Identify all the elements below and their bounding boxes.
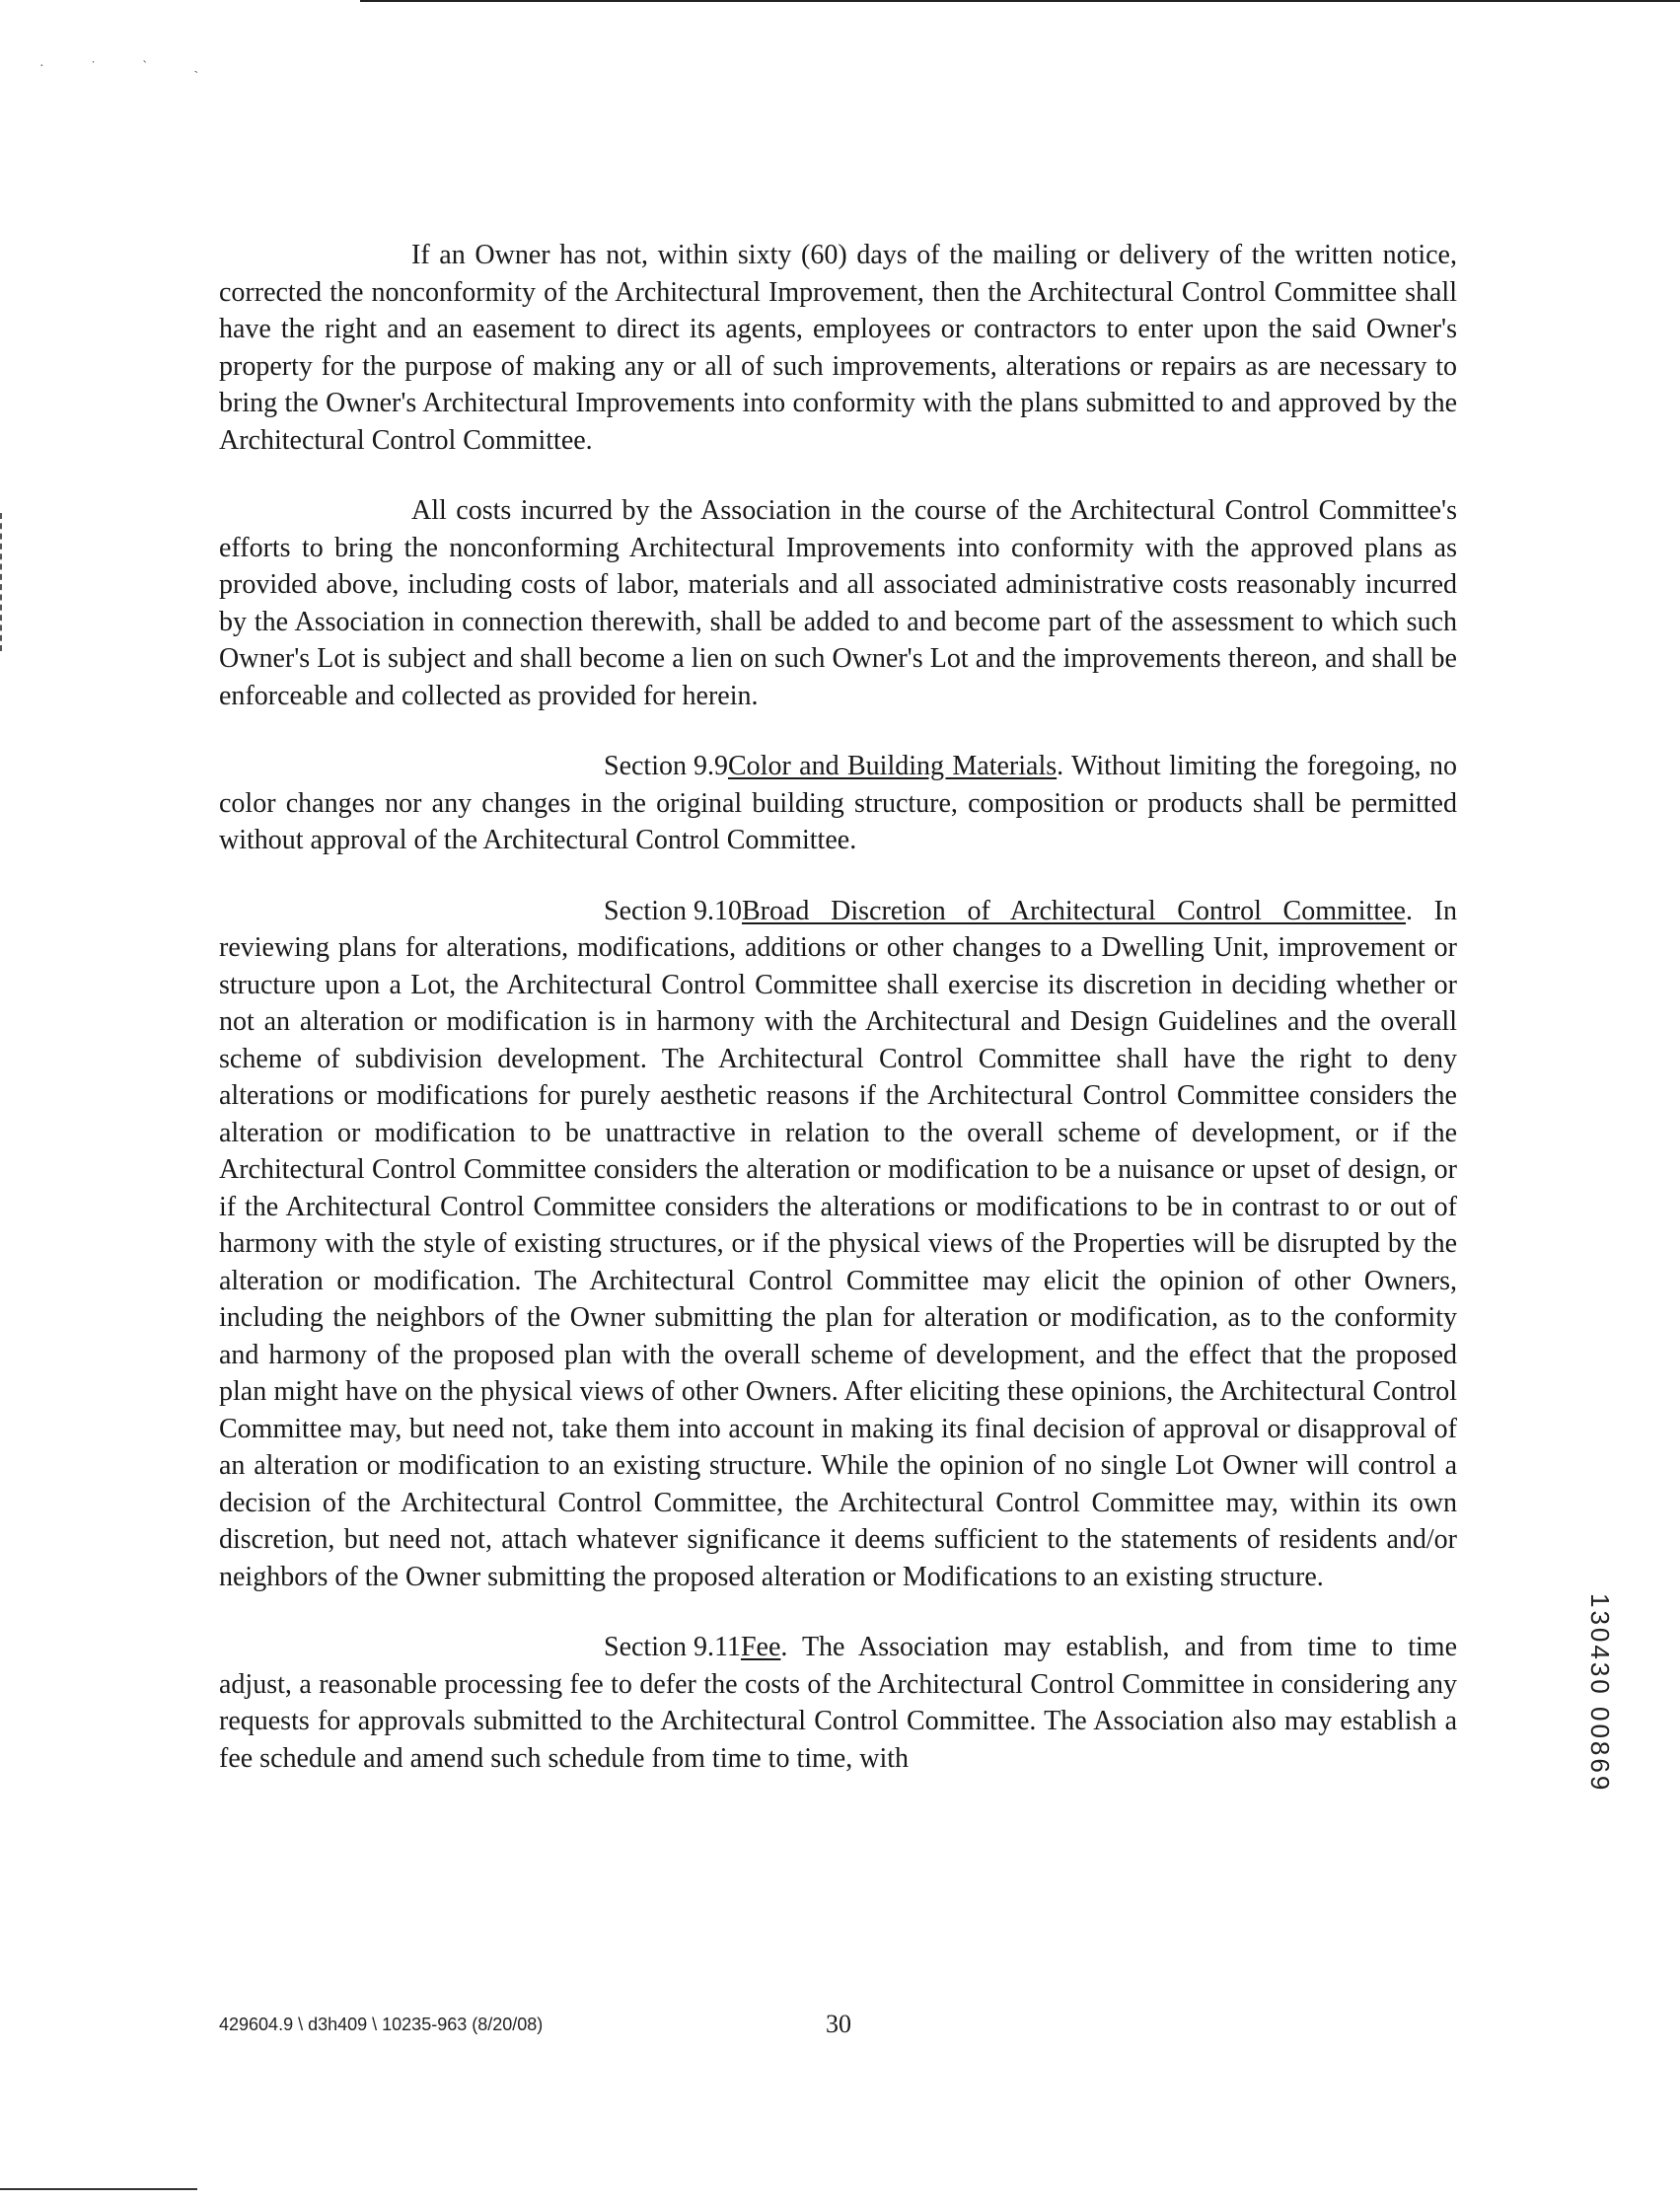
section-9-11-heading: Fee: [740, 1632, 781, 1662]
section-9-10-body: . In reviewing plans for alterations, modifications, additions or other changes to a Dwelling Unit, improvement or structure upon a Lot, the Architectural Control Committee shall exercise its discretion in deciding whether or not an alteration or modification is in harmony with the Architectural and Design Guidelines and the overall scheme of subdivision development. The Architectural Control Committee shall have the right to deny alterations or modifications for purely aesthetic reasons if the Architectural Control Committee considers the alteration or modification to be unattractive in relation to the overall scheme of development, or if the Architectural Control Committee considers the alteration or modification to be a nuisance or upset of design, or if the Architectural Control Committee considers the alterations or modifications to be in contrast to or out of harmony with the style of existing structures, or if the physical views of the Properties will be disrupted by the alteration or modification. The Architectural Control Committee may elicit the opinion of other Owners, including the neighbors of the Owner submitting the plan for alteration or modification, as to the conformity and harmony of the proposed plan with the overall scheme of development, and the effect that the proposed plan might have on the physical views of other Owners. After eliciting these opinions, the Architectural Control Committee may, but need not, take them into account in making its final decision of approval or disapproval of an alteration or modification to an existing structure. While the opinion of no single Lot Owner will control a decision of the Architectural Control Committee, the Architectural Control Committee may, within its own discretion, but need not, attach whatever significance it deems sufficient to the statements of residents and/or neighbors of the Owner submitting the proposed alteration or Modifications to an existing structure.: [219, 895, 1457, 1592]
section-9-11-label: Section 9.11: [604, 1632, 741, 1662]
scan-bottom-edge: [0, 2188, 197, 2190]
section-9-10-label: Section 9.10: [604, 895, 742, 926]
section-9-11: [219, 1629, 1457, 1777]
page-number: 30: [826, 2010, 851, 2038]
scan-specks: · ˙ ˋ ˏ: [39, 59, 221, 74]
scan-binding-marks: [0, 513, 5, 651]
section-9-9-label: Section 9.9: [604, 751, 728, 781]
paragraph-costs-incurred: All costs incurred by the Association in the course of the Architectural Control Committee's efforts to bring the nonconforming Architectural Improvements into conformity with the approved plans as provided above, including costs of labor, materials and all associated administrative costs reasonably incurred by the Association in connection therewith, shall be added to and become part of the assessment to which such Owner's Lot is subject and shall become a lien on such Owner's Lot and the improvements thereon, and shall be enforceable and collected as provided for herein.: [219, 495, 1457, 711]
recording-stamp: 130430 00869: [1585, 1593, 1615, 1794]
paragraph-nonconformity-correction: If an Owner has not, within sixty (60) days of the mailing or delivery of the written notice, corrected the nonconformity of the Architectural Improvement, then the Architectural Control Committee shall have the right and an easement to direct its agents, employees or contractors to enter upon the said Owner's property for the purpose of making any or all of such improvements, alterations or repairs as are necessary to bring the Owner's Architectural Improvements into conformity with the plans submitted to and approved by the Architectural Control Committee.: [219, 240, 1457, 456]
document-body: [219, 237, 1457, 1810]
footer-document-reference: 429604.9 \ d3h409 \ 10235-963 (8/20/08): [219, 2015, 544, 2034]
section-9-9: [219, 748, 1457, 859]
section-9-9-body: . Without limiting the foregoing, no color changes nor any changes in the original building structure, composition or products shall be permitted without approval of the Architectural Control Committee.: [219, 751, 1457, 855]
section-9-10-heading: Broad Discretion of Architectural Control Committee: [742, 895, 1406, 926]
scan-top-edge: [360, 0, 1680, 2]
section-9-9-heading: Color and Building Materials: [728, 751, 1058, 781]
section-9-11-body: . The Association may establish, and from time to time adjust, a reasonable processing fee to defer the costs of the Architectural Control Committee in considering any requests for approvals submitted to the Architectural Control Committee. The Association also may establish a fee schedule and amend such schedule from time to time, with: [219, 1632, 1457, 1774]
section-9-10: [219, 893, 1457, 1596]
